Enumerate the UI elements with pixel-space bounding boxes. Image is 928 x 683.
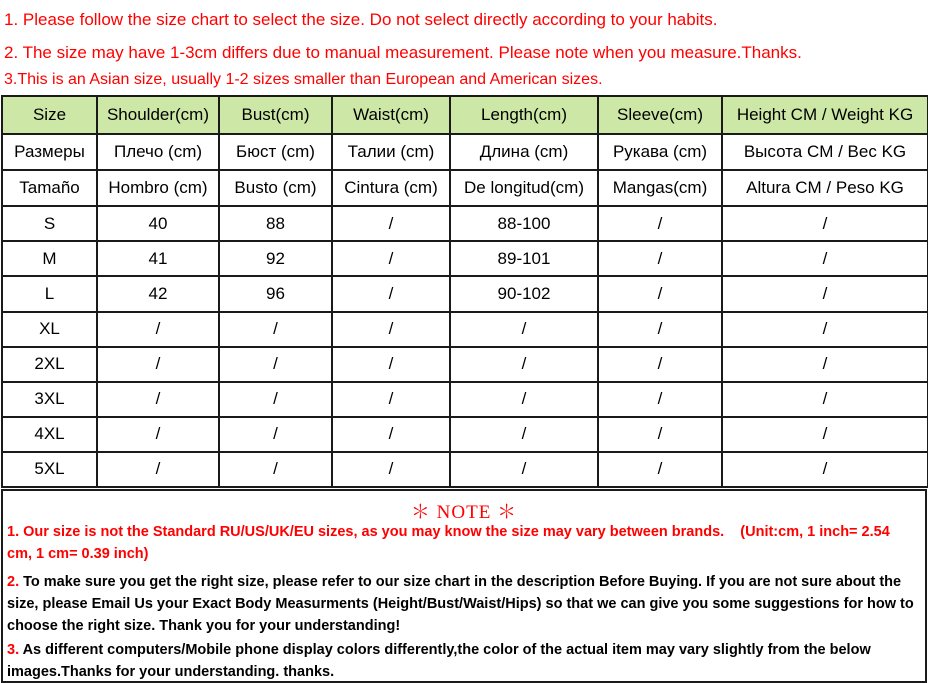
value-cell: / — [598, 382, 722, 417]
size-cell: S — [2, 206, 97, 241]
note-paragraph-3 — [7, 639, 917, 683]
size-cell: XL — [2, 312, 97, 347]
value-cell: Bust(cm) — [219, 96, 332, 134]
value-cell: Cintura (cm) — [332, 170, 450, 206]
value-cell: / — [332, 347, 450, 382]
value-cell: / — [722, 417, 928, 452]
value-cell: Талии (cm) — [332, 134, 450, 170]
table-row — [2, 241, 928, 276]
value-cell: / — [598, 276, 722, 311]
table-row — [2, 417, 928, 452]
header-row-spanish — [2, 170, 928, 206]
value-cell: Shoulder(cm) — [97, 96, 219, 134]
value-cell: / — [450, 452, 598, 487]
top-note-3: 3.This is an Asian size, usually 1-2 sizes smaller than European and American sizes. — [4, 71, 603, 88]
value-cell: 40 — [97, 206, 219, 241]
value-cell: Бюст (cm) — [219, 134, 332, 170]
size-chart-table — [1, 95, 928, 488]
size-cell: 5XL — [2, 452, 97, 487]
value-cell: / — [722, 276, 928, 311]
value-cell: Плечо (cm) — [97, 134, 219, 170]
value-cell: / — [722, 382, 928, 417]
value-cell: / — [97, 452, 219, 487]
value-cell: Waist(cm) — [332, 96, 450, 134]
table-row — [2, 206, 928, 241]
size-cell: Tamaño — [2, 170, 97, 206]
value-cell: Длина (cm) — [450, 134, 598, 170]
value-cell: De longitud(cm) — [450, 170, 598, 206]
value-cell: / — [332, 452, 450, 487]
value-cell: / — [598, 206, 722, 241]
value-cell: Length(cm) — [450, 96, 598, 134]
value-cell: / — [722, 241, 928, 276]
value-cell: / — [450, 382, 598, 417]
value-cell: / — [219, 347, 332, 382]
size-cell: Size — [2, 96, 97, 134]
value-cell: / — [219, 452, 332, 487]
value-cell: / — [332, 206, 450, 241]
note-title: ＊ NOTE ＊ — [410, 502, 518, 523]
unit-conversion-text: (Unit:cm, 1 inch= 2.54 cm, 1 cm= 0.39 inch) — [7, 524, 890, 562]
value-cell: Hombro (cm) — [97, 170, 219, 206]
value-cell: 88 — [219, 206, 332, 241]
value-cell: / — [598, 312, 722, 347]
size-cell: M — [2, 241, 97, 276]
table-row — [2, 347, 928, 382]
size-cell: 2XL — [2, 347, 97, 382]
value-cell: Высота CM / Вес KG — [722, 134, 928, 170]
value-cell: / — [722, 347, 928, 382]
size-cell: Размеры — [2, 134, 97, 170]
note-paragraph-2-text: To make sure you get the right size, please refer to our size chart in the description Before Buying. If you are not sure about the size, please Email Us your Exact Body Measurments (Height/Bust/Waist/Hips) so that we can give you some suggestions for how to choose the right size. Thank you for your understanding! — [7, 574, 914, 634]
note-paragraph-2 — [7, 571, 917, 637]
value-cell: / — [450, 312, 598, 347]
value-cell: 89-101 — [450, 241, 598, 276]
value-cell: 42 — [97, 276, 219, 311]
value-cell: / — [722, 206, 928, 241]
value-cell: / — [598, 452, 722, 487]
value-cell: / — [97, 312, 219, 347]
value-cell: 92 — [219, 241, 332, 276]
value-cell: / — [450, 417, 598, 452]
value-cell: 90-102 — [450, 276, 598, 311]
value-cell: Mangas(cm) — [598, 170, 722, 206]
value-cell: / — [598, 347, 722, 382]
value-cell: / — [598, 241, 722, 276]
value-cell: Рукава (cm) — [598, 134, 722, 170]
header-row-english — [2, 96, 928, 134]
top-note-2: 2. The size may have 1-3cm differs due to manual measurement. Please note when you measure.Thanks. — [4, 43, 802, 62]
note-box — [1, 489, 927, 683]
value-cell: 41 — [97, 241, 219, 276]
value-cell: / — [219, 417, 332, 452]
table-row — [2, 452, 928, 487]
table-row — [2, 312, 928, 347]
value-cell: Busto (cm) — [219, 170, 332, 206]
value-cell: Altura CM / Peso KG — [722, 170, 928, 206]
value-cell: 96 — [219, 276, 332, 311]
value-cell: / — [332, 417, 450, 452]
value-cell: / — [97, 382, 219, 417]
size-cell: 4XL — [2, 417, 97, 452]
note-paragraph-1-text: 1. Our size is not the Standard RU/US/UK/EU sizes, as you may know the size may vary between brands. — [7, 524, 725, 540]
value-cell: / — [722, 312, 928, 347]
value-cell: / — [598, 417, 722, 452]
value-cell: / — [332, 241, 450, 276]
top-note-1: 1. Please follow the size chart to select the size. Do not select directly according to your habits. — [4, 10, 718, 29]
note-paragraph-2-number: 2. — [7, 574, 20, 590]
value-cell: / — [97, 417, 219, 452]
value-cell: / — [219, 382, 332, 417]
value-cell: 88-100 — [450, 206, 598, 241]
value-cell: / — [332, 312, 450, 347]
value-cell: / — [722, 452, 928, 487]
note-paragraph-3-text: As different computers/Mobile phone display colors differently,the color of the actual item may vary slightly from the below images.Thanks for your understanding. thanks. — [7, 642, 871, 680]
note-paragraph-3-number: 3. — [7, 642, 20, 658]
value-cell: / — [219, 312, 332, 347]
value-cell: / — [450, 347, 598, 382]
value-cell: / — [332, 382, 450, 417]
value-cell: / — [97, 347, 219, 382]
value-cell: / — [332, 276, 450, 311]
note-paragraph-1 — [7, 521, 917, 565]
value-cell: Sleeve(cm) — [598, 96, 722, 134]
header-row-russian — [2, 134, 928, 170]
value-cell: Height CM / Weight KG — [722, 96, 928, 134]
size-cell: L — [2, 276, 97, 311]
table-row — [2, 276, 928, 311]
table-row — [2, 382, 928, 417]
size-cell: 3XL — [2, 382, 97, 417]
